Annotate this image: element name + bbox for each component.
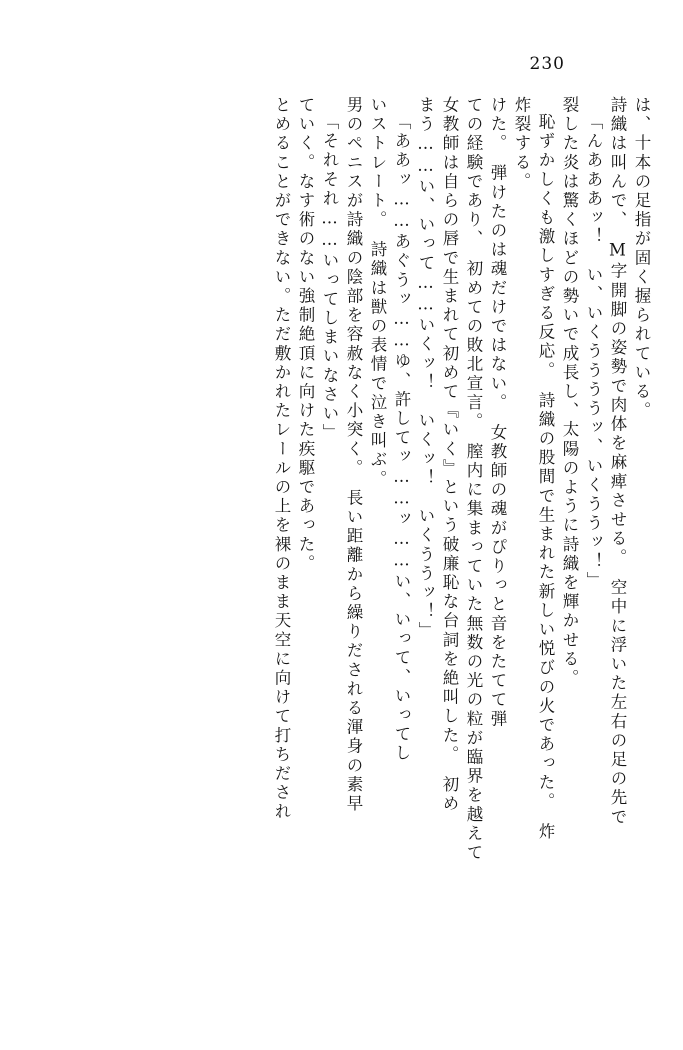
page-number: 230 <box>529 54 565 74</box>
text-column: けた。 弾けたのは魂だけではない。 女教師の魂がぴりっと音をたてて弾 <box>488 96 507 729</box>
text-column: 「ああッ……あぐうッ……ゆ、許してッ……ッ……い、いって、いってし <box>392 113 411 764</box>
text-column: 恥ずかしくも激しすぎる反応。 詩織の股間で生まれた新しい悦びの火であった。 炸 <box>536 113 555 842</box>
text-column: ていく。なす術のない強制絶頂に向けた疾駆であった。 <box>296 96 315 574</box>
text-column: まう……い、いって……いくッ！ いくッ！ いくううッ！」 <box>416 96 435 641</box>
text-column: 詩織は叫んで、 M字開脚の姿勢で肉体を麻痺させる。 空中に浮いた左右の足の先で <box>608 96 627 827</box>
text-column: ての経験であり、 初めての敗北宣言。 膣内に集まっていた無数の光の粒が臨界を越えて <box>464 96 483 863</box>
text-column: 「んあああッ！ い、いくううううッ、いくううッ！」 <box>584 113 603 591</box>
text-column: 炸裂する。 <box>512 96 531 192</box>
text-column: は、十本の足指が固く握られている。 <box>632 96 651 421</box>
text-column: いストレート。 詩織は獣の表情で泣き叫ぶ。 <box>368 96 387 489</box>
text-column: 男のペニスが詩織の陰部を容赦なく小突く。 長い距離から繰りだされる渾身の素早 <box>344 96 363 814</box>
text-column: とめることができない。ただ敷かれたレールの上を裸のまま天空に向けて打ちだされ <box>272 96 291 822</box>
text-column: 女教師は自らの唇で生まれて初めて『いく』という破廉恥な台詞を絶叫した。 初め <box>440 96 459 814</box>
vertical-text-block <box>36 96 649 996</box>
text-column: 「それそれ……いってしまいなさい」 <box>320 113 339 443</box>
text-column: 裂した炎は驚くほどの勢いで成長し、太陽のように詩織を輝かせる。 <box>560 96 579 689</box>
